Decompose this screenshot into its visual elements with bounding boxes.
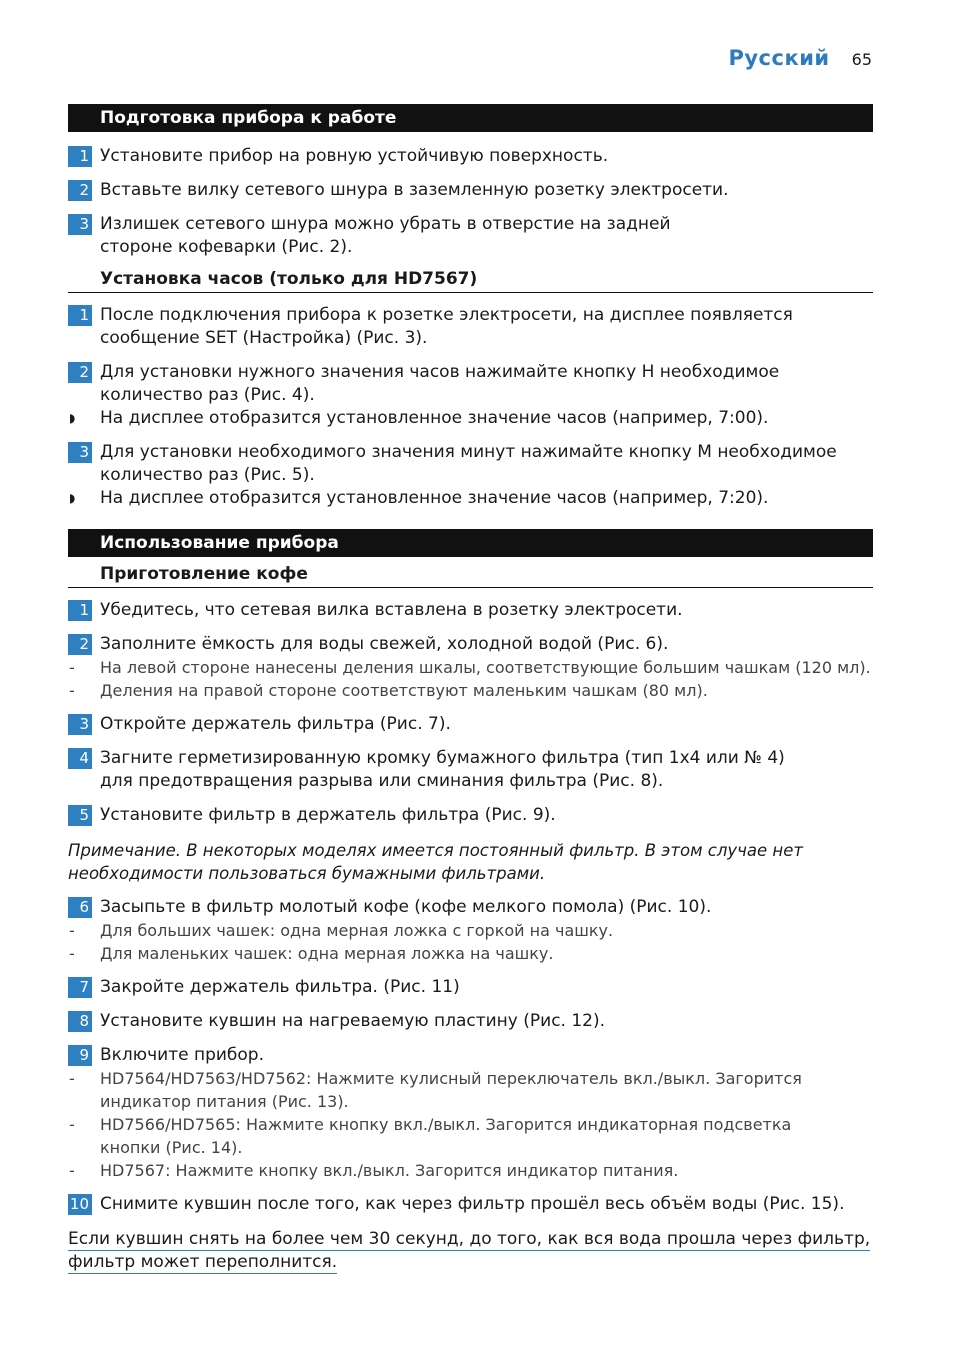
- step-text: Включите прибор.: [100, 1045, 264, 1065]
- step-text: Установите фильтр в держатель фильтра (Рис. 9).: [100, 805, 556, 825]
- step-number: 1: [68, 146, 92, 167]
- list-item: [68, 656, 873, 679]
- page-header: [728, 46, 872, 70]
- step: [68, 304, 873, 350]
- step-text: Снимите кувшин после того, как через фильтр прошёл весь объём воды (Рис. 15).: [100, 1194, 845, 1214]
- step-number: 8: [68, 1011, 92, 1032]
- step: [68, 1193, 873, 1216]
- step-number: 9: [68, 1045, 92, 1066]
- list-item: [68, 1067, 873, 1113]
- step: [68, 896, 873, 919]
- list-item-text: HD7564/HD7563/HD7562: Нажмите кулисный переключатель вкл./выкл. Загорится индикатор питания (Рис. 13).: [100, 1069, 802, 1111]
- result-marker-icon: ◗: [69, 491, 76, 505]
- step: [68, 213, 873, 259]
- step-number: 2: [68, 362, 92, 383]
- step-number: 6: [68, 897, 92, 918]
- subsection-heading-clock: Установка часов (только для HD7567): [68, 269, 873, 293]
- step: [68, 361, 873, 407]
- list-item: [68, 679, 873, 702]
- list-item-text: Деления на правой стороне соответствуют маленьким чашкам (80 мл).: [100, 681, 708, 700]
- list-item: [68, 942, 873, 965]
- step-number: 7: [68, 977, 92, 998]
- language-label: Русский: [728, 46, 830, 70]
- list-item-text: На левой стороне нанесены деления шкалы, соответствующие большим чашкам (120 мл).: [100, 658, 871, 677]
- step: [68, 633, 873, 656]
- step-text: Заполните ёмкость для воды свежей, холодной водой (Рис. 6).: [100, 634, 669, 654]
- list-item: [68, 919, 873, 942]
- result-marker-icon: ◗: [69, 411, 76, 425]
- step-text: Установите прибор на ровную устойчивую поверхность.: [100, 146, 609, 166]
- step-number: 1: [68, 600, 92, 621]
- step-number: 3: [68, 714, 92, 735]
- dash-marker: -: [69, 1115, 75, 1134]
- section-heading-prep: Подготовка прибора к работе: [68, 104, 873, 132]
- step: [68, 1010, 873, 1033]
- step: [68, 713, 873, 736]
- step: [68, 179, 873, 202]
- step-text: Откройте держатель фильтра (Рис. 7).: [100, 714, 451, 734]
- step: [68, 1044, 873, 1067]
- dash-marker: -: [69, 1069, 75, 1088]
- warning-line: Если кувшин снять на более чем 30 секунд, до того, как вся вода прошла через фильтр,: [68, 1229, 871, 1249]
- warning-text: [68, 1228, 873, 1274]
- note-text: Примечание. В некоторых моделях имеется постоянный фильтр. В этом случае нет необходимости пользоваться бумажными фильтрами.: [68, 841, 803, 883]
- step-text: Загните герметизированную кромку бумажного фильтра (тип 1x4 или № 4) для предотвращения разрыва или сминания фильтра (Рис. 8).: [100, 748, 785, 791]
- step-text: Установите кувшин на нагреваемую пластину (Рис. 12).: [100, 1011, 606, 1031]
- section-heading-usage: Использование прибора: [68, 529, 873, 557]
- list-item-text: HD7567: Нажмите кнопку вкл./выкл. Загорится индикатор питания.: [100, 1161, 679, 1180]
- step-text: Вставьте вилку сетевого шнура в заземленную розетку электросети.: [100, 180, 729, 200]
- list-item-text: Для маленьких чашек: одна мерная ложка на чашку.: [100, 944, 554, 963]
- list-item-text: HD7566/HD7565: Нажмите кнопку вкл./выкл. Загорится индикаторная подсветка кнопки (Рис. 14).: [100, 1115, 792, 1157]
- result-text: На дисплее отобразится установленное значение часов (например, 7:20).: [100, 488, 769, 508]
- step-number: 4: [68, 748, 92, 769]
- dash-marker: -: [69, 681, 75, 700]
- step-text: Для установки нужного значения часов нажимайте кнопку H необходимое количество раз (Рис. 4).: [100, 362, 780, 405]
- step: [68, 599, 873, 622]
- step-text: Засыпьте в фильтр молотый кофе (кофе мелкого помола) (Рис. 10).: [100, 897, 712, 917]
- step-number: 2: [68, 180, 92, 201]
- step: [68, 976, 873, 999]
- step-number: 3: [68, 442, 92, 463]
- dash-marker: -: [69, 1161, 75, 1180]
- warning-line: фильтр может переполнится.: [68, 1252, 338, 1272]
- subsection-heading-coffee: Приготовление кофе: [68, 564, 873, 588]
- step: [68, 747, 873, 793]
- page-number: 65: [851, 50, 872, 69]
- step-text: Убедитесь, что сетевая вилка вставлена в розетку электросети.: [100, 600, 683, 620]
- step-number: 3: [68, 214, 92, 235]
- result-item: [68, 407, 873, 430]
- list-item: [68, 1113, 873, 1159]
- dash-marker: -: [69, 921, 75, 940]
- step-text: После подключения прибора к розетке электросети, на дисплее появляется сообщение SET (Настройка) (Рис. 3).: [100, 305, 793, 348]
- step-number: 1: [68, 305, 92, 326]
- result-text: На дисплее отобразится установленное значение часов (например, 7:00).: [100, 408, 769, 428]
- step-number: 5: [68, 805, 92, 826]
- step: [68, 441, 873, 487]
- step-text: Излишек сетевого шнура можно убрать в отверстие на задней стороне кофеварки (Рис. 2).: [100, 214, 671, 257]
- manual-content: [68, 104, 873, 1274]
- result-item: [68, 487, 873, 510]
- step-text: Для установки необходимого значения минут нажимайте кнопку M необходимое количество раз (Рис. 5).: [100, 442, 837, 485]
- step-number: 10: [68, 1194, 92, 1215]
- step: [68, 804, 873, 827]
- dash-marker: -: [69, 658, 75, 677]
- list-item: [68, 1159, 873, 1182]
- step-text: Закройте держатель фильтра. (Рис. 11): [100, 977, 460, 997]
- step: [68, 145, 873, 168]
- step-number: 2: [68, 634, 92, 655]
- dash-marker: -: [69, 944, 75, 963]
- list-item-text: Для больших чашек: одна мерная ложка с горкой на чашку.: [100, 921, 614, 940]
